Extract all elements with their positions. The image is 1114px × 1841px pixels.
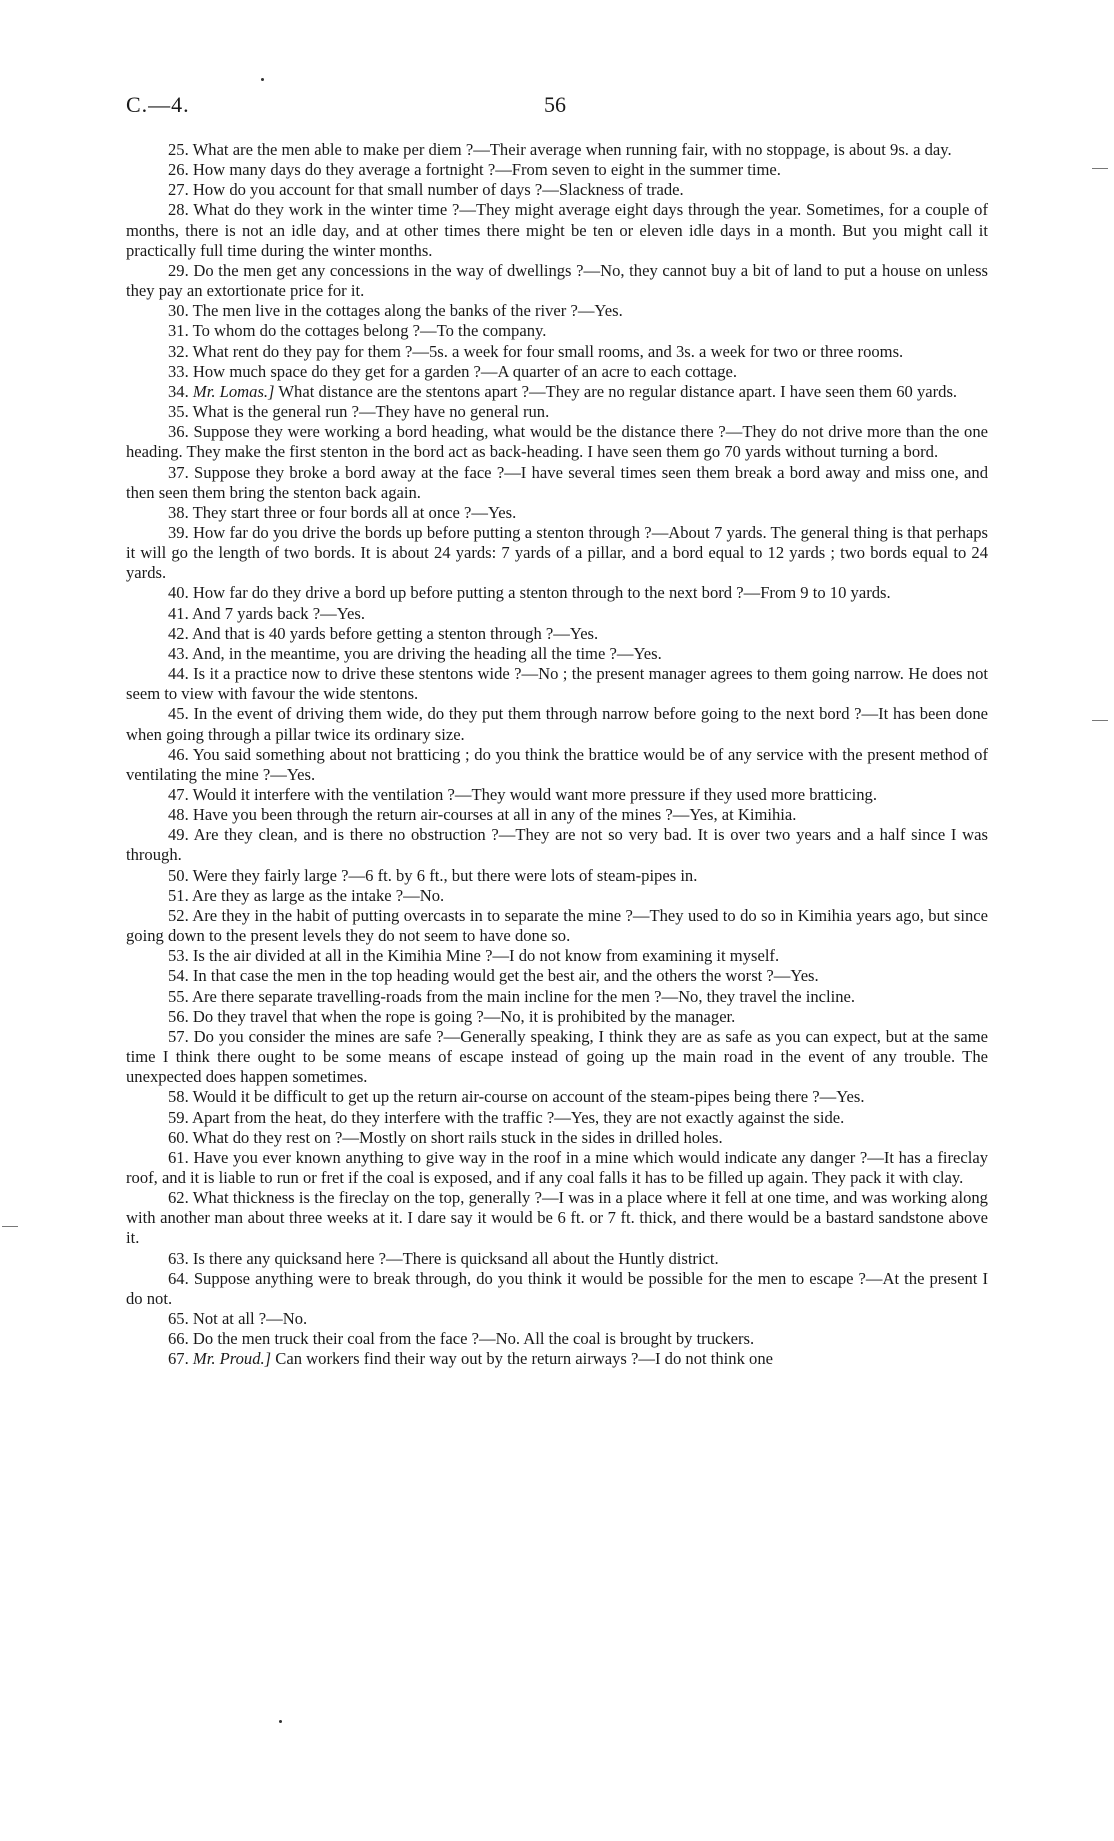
question-number: 61.	[168, 1147, 189, 1167]
qa-paragraph: 65. Not at all ?—No.	[168, 1309, 308, 1329]
question-text: Have you ever known anything to give way in the roof in a mine which would indicate any danger ?	[193, 1147, 868, 1167]
scan-speck	[261, 78, 264, 81]
answer-text: They might average eight days through the year. Sometimes, for a couple of months, there is not an idle day, and at other times there might be ten or eleven idle days in a month. But you might call it practically full time during the winter months.	[126, 200, 988, 260]
answer-text: They are no regular distance apart. I have seen them 60 yards.	[545, 381, 958, 401]
question-text: How far do you drive the bords up before putting a stenton through ?	[192, 522, 652, 542]
qa-paragraph: 47. Would it interfere with the ventilation ?—They would want more pressure if they used more bratticing.	[168, 785, 877, 804]
question-number: 25.	[168, 140, 189, 159]
document-reference: C.—4.	[126, 92, 190, 117]
question-number: 41.	[168, 603, 189, 623]
answer-text: They do not drive more than the one heading. They make the first stenton in the bord act as back-heading. I have seen them go 70 yards without turning a bord.	[126, 422, 988, 462]
question-number: 46.	[168, 744, 189, 764]
qa-paragraph: 55. Are there separate travelling-roads from the main incline for the men ?—No, they travel the incline.	[168, 986, 856, 1006]
question-text: In the event of driving them wide, do they put them through narrow before going to the next bord ?	[193, 704, 862, 724]
answer-text: Yes.	[790, 966, 819, 986]
question-text: The men live in the cottages along the banks of the river ?	[192, 301, 578, 321]
answer-text: No.	[282, 1309, 308, 1329]
qa-paragraph: 42. And that is 40 yards before getting a stenton through ?—Yes.	[168, 623, 599, 643]
qa-paragraph: 64. Suppose anything were to break through, do you think it would be possible for the men to escape ?—At the present I do not.	[126, 1268, 988, 1308]
question-number: 64.	[168, 1268, 189, 1288]
qa-paragraph: 44. Is it a practice now to drive these stentons wide ?—No ; the present manager agrees to them going narrow. He does not seem to view with favour the wide stentons.	[126, 664, 988, 704]
qa-paragraph: 62. What thickness is the fireclay on the top, generally ?—I was in a place where it fell at one time, and was working along with another man about three weeks at it. I dare say it would be 6 ft. or 7 ft. thick, and there would be a bastard sandstone above it.	[126, 1188, 988, 1248]
answer-text: From seven to eight in the summer time.	[511, 160, 781, 180]
question-number: 65.	[168, 1309, 189, 1329]
question-number: 58.	[168, 1087, 189, 1107]
qa-paragraph: 45. In the event of driving them wide, do they put them through narrow before going to the next bord ?—It has been done when going through a pillar twice its ordinary size.	[126, 704, 989, 744]
answer-text: Yes, they are not exactly against the side.	[570, 1107, 845, 1127]
qa-paragraph: 52. Are they in the habit of putting overcasts in to separate the mine ?—They used to do so in Kimihia years ago, but since going down to the present levels they do not seem to have done so.	[126, 905, 989, 946]
question-text: In that case the men in the top heading would get the best air, and the others the worst ?	[192, 966, 774, 986]
question-number: 37.	[168, 462, 189, 482]
answer-text: No, it is prohibited by the manager.	[500, 1006, 736, 1026]
question-text: Not at all ?	[192, 1309, 267, 1329]
qa-paragraph: 53. Is the air divided at all in the Kimihia Mine ?—I do not know from examining it myself.	[168, 946, 780, 966]
answer-text: It has a fireclay roof, and it is liable to run or fret if the coal is exposed, and if any coal falls it has to be filled up again. They pack it with clay.	[126, 1147, 988, 1187]
qa-paragraph: 32. What rent do they pay for them ?—5s. a week for four small rooms, and 3s. a week for two or three rooms.	[168, 341, 904, 361]
answer-text: They would want more pressure if they used more bratticing.	[471, 785, 877, 804]
question-text: They start three or four bords all at once ?	[192, 502, 472, 522]
answer-text: Yes.	[569, 623, 599, 643]
question-number: 30.	[168, 301, 189, 321]
qa-paragraph: 60. What do they rest on ?—Mostly on short rails stuck in the sides in drilled holes.	[168, 1127, 723, 1147]
question-text: Would it interfere with the ventilation ?	[192, 785, 455, 804]
answer-text: Yes, at Kimihia.	[689, 805, 797, 825]
question-text: To whom do the cottages belong ?	[192, 321, 421, 341]
question-number: 54.	[168, 966, 189, 986]
qa-paragraph: 36. Suppose they were working a bord heading, what would be the distance there ?—They do not drive more than the one heading. They make the first stenton in the bord act as back-heading. I have seen them go 70 yards without turning a bord.	[126, 422, 988, 462]
question-number: 51.	[168, 885, 189, 905]
qa-paragraph: 43. And, in the meantime, you are driving the heading all the time ?—Yes.	[168, 643, 662, 663]
question-number: 26.	[168, 160, 189, 180]
question-text: Is there any quicksand here ?	[192, 1248, 386, 1268]
question-text: And that is 40 yards before getting a stenton through ?	[191, 623, 554, 643]
qa-paragraph: 38. They start three or four bords all at once ?—Yes.	[168, 502, 517, 522]
question-number: 44.	[168, 664, 189, 684]
speaker-name: Mr. Proud.]	[192, 1349, 272, 1369]
question-number: 33.	[168, 361, 189, 381]
answer-text: No.	[419, 885, 445, 905]
question-text: And 7 yards back ?	[191, 603, 321, 623]
question-number: 53.	[168, 946, 189, 966]
question-number: 52.	[168, 905, 189, 925]
question-text: Do the men get any concessions in the way of dwellings ?	[193, 260, 584, 280]
question-text: How many days do they average a fortnight ?	[192, 160, 496, 180]
qa-paragraph: 67. Mr. Proud.] Can workers find their way out by the return airways ?—I do not think one	[168, 1349, 773, 1369]
qa-paragraph: 25. What are the men able to make per diem ?—Their average when running fair, with no stoppage, is about 9s. a day.	[168, 140, 952, 159]
qa-paragraph: 54. In that case the men in the top heading would get the best air, and the others the worst ?—Yes.	[168, 966, 819, 986]
qa-paragraph: 56. Do they travel that when the rope is going ?—No, it is prohibited by the manager.	[168, 1006, 736, 1026]
answer-text: They used to do so in Kimihia years ago, but since going down to the present levels they do not seem to have done so.	[126, 905, 989, 946]
answer-text: They are not so very bad. It is over two years and a half since I was through.	[126, 825, 988, 865]
qa-paragraph: 31. To whom do the cottages belong ?—To the company.	[168, 321, 547, 341]
question-text: Suppose they broke a bord away at the face ?	[194, 462, 505, 482]
question-text: Suppose they were working a bord heading, what would be the distance there ?	[193, 422, 726, 442]
question-number: 45.	[168, 704, 189, 724]
question-number: 38.	[168, 502, 189, 522]
answer-text: I was in a place where it fell at one time, and was working along with another man about three weeks at it. I dare say it would be 6 ft. or 7 ft. thick, and there would be a bastard sandstone above it.	[126, 1188, 988, 1248]
answer-text: I have several times seen them break a bord away and miss one, and then seen them bring the stenton back again.	[126, 462, 989, 502]
question-text: What do they rest on ?	[192, 1127, 343, 1147]
qa-paragraph: 39. How far do you drive the bords up before putting a stenton through ?—About 7 yards. The general thing is that perhaps it will go the length of two bords. It is about 24 yards: 7 yards of a pillar, and a bord equal to 12 yards ; two bords equal to 24 yards.	[126, 522, 988, 583]
question-text: Are they in the habit of putting overcasts in to separate the mine ?	[192, 905, 633, 925]
question-text: How do you account for that small number of days ?	[192, 180, 543, 200]
question-number: 35.	[168, 402, 189, 422]
qa-paragraph: 29. Do the men get any concessions in the way of dwellings ?—No, they cannot buy a bit of land to put a house on unless they pay an extortionate price for it.	[126, 260, 988, 301]
answer-text: Generally speaking, I think they are as safe as you can expect, but at the same time I think there ought to be some means of escape instead of going up the main road in the event of any trouble. The unexpected does happen sometimes.	[126, 1026, 989, 1087]
answer-text: Yes.	[487, 502, 517, 522]
qa-paragraph: 61. Have you ever known anything to give way in the roof in a mine which would indicate any danger ?—It has a fireclay roof, and it is liable to run or fret if the coal is exposed, and if any coal falls it has to be filled up again. They pack it with clay.	[126, 1147, 988, 1187]
question-number: 40.	[168, 583, 189, 603]
qa-paragraph: 41. And 7 yards back ?—Yes.	[168, 603, 365, 623]
qa-paragraph: 35. What is the general run ?—They have no general run.	[168, 402, 550, 422]
qa-paragraph: 27. How do you account for that small number of days ?—Slackness of trade.	[168, 180, 684, 200]
question-text: Are there separate travelling-roads from the main incline for the men ?	[191, 986, 662, 1006]
answer-text: Their average when running fair, with no stoppage, is about 9s. a day.	[489, 140, 952, 159]
question-text: Are they clean, and is there no obstruction ?	[193, 825, 499, 845]
answer-text: Slackness of trade.	[558, 180, 684, 200]
question-text: Do they travel that when the rope is going ?	[192, 1006, 484, 1026]
question-text: What are the men able to make per diem ?	[192, 140, 474, 159]
margin-mark	[1092, 720, 1108, 721]
answer-text: No. All the coal is brought by truckers.	[495, 1329, 755, 1349]
answer-text: From 9 to 10 yards.	[760, 583, 891, 603]
qa-paragraph: 63. Is there any quicksand here ?—There is quicksand all about the Huntly district.	[168, 1248, 719, 1268]
answer-text: To the company.	[436, 321, 547, 341]
question-number: 66.	[168, 1329, 189, 1349]
question-number: 57.	[168, 1026, 189, 1046]
question-number: 43.	[168, 643, 189, 663]
margin-mark	[1092, 168, 1108, 169]
question-number: 42.	[168, 623, 189, 643]
answer-text: Yes.	[336, 603, 365, 623]
qa-paragraph: 66. Do the men truck their coal from the face ?—No. All the coal is brought by truckers.	[168, 1329, 755, 1349]
qa-paragraph: 46. You said something about not bratticing ; do you think the brattice would be of any service with the present method of ventilating the mine ?—Yes.	[126, 744, 988, 784]
answer-text: 6 ft. by 6 ft., but there were lots of steam-pipes in.	[365, 865, 698, 885]
qa-paragraph: 49. Are they clean, and is there no obstruction ?—They are not so very bad. It is over two years and a half since I was through.	[126, 825, 988, 865]
answer-text: Yes.	[286, 764, 316, 784]
question-number: 56.	[168, 1006, 189, 1026]
question-number: 62.	[168, 1188, 189, 1208]
answer-text: Yes.	[836, 1087, 865, 1107]
question-number: 47.	[168, 785, 189, 804]
question-text: How much space do they get for a garden ?	[192, 361, 481, 381]
qa-paragraph: 51. Are they as large as the intake ?—No.	[168, 885, 445, 905]
question-number: 34.	[168, 381, 189, 401]
question-text: What do they work in the winter time ?	[193, 200, 460, 220]
scan-speck	[279, 1720, 282, 1723]
question-number: 29.	[168, 260, 189, 280]
question-text: Suppose anything were to break through, do you think it would be possible for the men to escape ?	[193, 1268, 866, 1288]
question-text: What thickness is the fireclay on the top, generally ?	[192, 1188, 542, 1208]
question-number: 32.	[168, 341, 189, 361]
answer-text: No ; the present manager agrees to them going narrow. He does not seem to view with favour the wide stentons.	[126, 664, 988, 704]
question-text: Were they fairly large ?	[192, 865, 349, 885]
margin-mark	[2, 1226, 18, 1227]
question-text: Are they as large as the intake ?	[191, 885, 404, 905]
question-number: 31.	[168, 321, 189, 341]
qa-paragraph: 37. Suppose they broke a bord away at the face ?—I have several times seen them break a bord away and miss one, and then seen them bring the stenton back again.	[126, 462, 989, 502]
question-number: 36.	[168, 422, 189, 442]
question-number: 48.	[168, 805, 189, 825]
question-number: 27.	[168, 180, 189, 200]
page-number: 56	[544, 92, 566, 117]
qa-paragraph: 50. Were they fairly large ?—6 ft. by 6 ft., but there were lots of steam-pipes in.	[168, 865, 698, 885]
answer-text: It has been done when going through a pillar twice its ordinary size.	[126, 704, 989, 744]
question-text: And, in the meantime, you are driving the heading all the time ?	[191, 643, 617, 663]
question-number: 50.	[168, 865, 189, 885]
answer-text: Yes.	[633, 643, 662, 663]
question-number: 39.	[168, 522, 189, 542]
question-text: Is the air divided at all in the Kimihia Mine ?	[192, 946, 493, 966]
qa-paragraph: 26. How many days do they average a fortnight ?—From seven to eight in the summer time.	[168, 160, 781, 180]
answer-text: At the present I do not.	[126, 1268, 988, 1308]
question-text: What is the general run ?	[192, 402, 359, 422]
question-text: Apart from the heat, do they interfere with the traffic ?	[191, 1107, 555, 1127]
speaker-name: Mr. Lomas.]	[192, 381, 275, 401]
question-text: Would it be difficult to get up the return air-course on account of the steam-pipes being there ?	[192, 1087, 820, 1107]
question-text: Is it a practice now to drive these stentons wide ?	[193, 664, 522, 684]
answer-text: A quarter of an acre to each cottage.	[497, 361, 738, 381]
question-number: 60.	[168, 1127, 189, 1147]
evidence-text	[126, 140, 988, 1370]
qa-paragraph: 34. Mr. Lomas.] What distance are the stentons apart ?—They are no regular distance apart. I have seen them 60 yards.	[168, 381, 958, 401]
answer-text: There is quicksand all about the Huntly district.	[402, 1248, 719, 1268]
qa-paragraph: 57. Do you consider the mines are safe ?—Generally speaking, I think they are as safe as you can expect, but at the same time I think there ought to be some means of escape instead of going up the main road in the event of any trouble. The unexpected does happen sometimes.	[126, 1026, 989, 1087]
question-number: 67.	[168, 1349, 189, 1369]
answer-text: Mostly on short rails stuck in the sides in drilled holes.	[358, 1127, 723, 1147]
answer-text: No, they cannot buy a bit of land to put a house on unless they pay an extortionate price for it.	[126, 260, 988, 301]
qa-paragraph: 33. How much space do they get for a garden ?—A quarter of an acre to each cottage.	[168, 361, 738, 381]
question-number: 59.	[168, 1107, 189, 1127]
question-text: You said something about not bratticing ; do you think the brattice would be of any service with the present method of ventilating the mine ?	[126, 744, 988, 784]
qa-paragraph: 59. Apart from the heat, do they interfere with the traffic ?—Yes, they are not exactly against the side.	[168, 1107, 845, 1127]
answer-text: No, they travel the incline.	[678, 986, 856, 1006]
page-header	[126, 92, 988, 124]
answer-text: 5s. a week for four small rooms, and 3s. a week for two or three rooms.	[429, 341, 904, 361]
question-text: Have you been through the return air-courses at all in any of the mines ?	[192, 805, 673, 825]
question-text: Do you consider the mines are safe ?	[193, 1026, 444, 1046]
answer-text: I do not think one	[655, 1349, 773, 1369]
answer-text: About 7 yards. The general thing is that perhaps it will go the length of two bords. It is about 24 yards: 7 yards of a pillar, and a bord equal to 12 yards ; two bords equal to 24 yards.	[126, 522, 988, 583]
question-number: 55.	[168, 986, 189, 1006]
question-number: 63.	[168, 1248, 189, 1268]
question-text: What distance are the stentons apart ?	[278, 381, 530, 401]
qa-paragraph: 58. Would it be difficult to get up the return air-course on account of the steam-pipes being there ?—Yes.	[168, 1087, 865, 1107]
qa-paragraph: 48. Have you been through the return air-courses at all in any of the mines ?—Yes, at Kimihia.	[168, 805, 797, 825]
question-text: What rent do they pay for them ?	[192, 341, 413, 361]
question-text: Can workers find their way out by the return airways ?	[275, 1349, 639, 1369]
question-text: How far do they drive a bord up before putting a stenton through to the next bord ?	[192, 583, 744, 603]
question-number: 28.	[168, 200, 189, 220]
answer-text: They have no general run.	[375, 402, 550, 422]
question-text: Do the men truck their coal from the face ?	[192, 1329, 480, 1349]
qa-paragraph: 40. How far do they drive a bord up before putting a stenton through to the next bord ?—From 9 to 10 yards.	[168, 583, 891, 603]
answer-text: I do not know from examining it myself.	[509, 946, 780, 966]
qa-paragraph: 28. What do they work in the winter time ?—They might average eight days through the year. Sometimes, for a couple of months, there is not an idle day, and at other times there might be ten or eleven idle days in a month. But you might call it practically full time during the winter months.	[126, 200, 988, 260]
question-number: 49.	[168, 825, 189, 845]
qa-paragraph: 30. The men live in the cottages along the banks of the river ?—Yes.	[168, 301, 623, 321]
answer-text: Yes.	[594, 301, 623, 321]
